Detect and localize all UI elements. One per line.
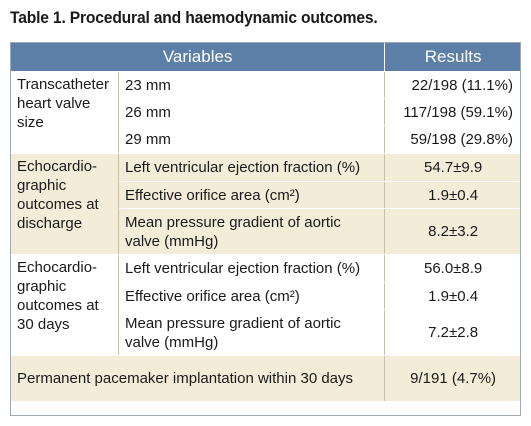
- result-cell: 7.2±2.8: [385, 310, 522, 356]
- variable-cell: 29 mm: [118, 126, 384, 154]
- table-row: [11, 356, 522, 402]
- result-cell: 117/198 (59.1%): [385, 99, 522, 126]
- result-cell: 22/198 (11.1%): [385, 72, 522, 99]
- header-variables: Variables: [11, 43, 385, 72]
- header-results: Results: [385, 43, 522, 72]
- variable-cell: Mean pressure gradient of aortic valve (mmHg): [118, 209, 384, 255]
- variable-cell: 23 mm: [118, 72, 384, 99]
- group-label-discharge: Echocardio-graphic outcomes at discharge: [11, 154, 119, 255]
- variable-cell: Effective orifice area (cm²): [118, 283, 384, 310]
- result-cell: 59/198 (29.8%): [385, 126, 522, 154]
- table-header-row: [11, 43, 522, 72]
- result-cell: 54.7±9.9: [385, 154, 522, 182]
- result-cell: 56.0±8.9: [385, 255, 522, 283]
- variable-cell: Effective orifice area (cm²): [118, 182, 384, 209]
- table-caption: Table 1. Procedural and haemodynamic outcomes.: [10, 8, 378, 27]
- result-cell-pacemaker: 9/191 (4.7%): [385, 356, 522, 402]
- variable-cell-pacemaker: Permanent pacemaker implantation within 30 days: [11, 356, 385, 402]
- result-cell: 1.9±0.4: [385, 283, 522, 310]
- variable-cell: Left ventricular ejection fraction (%): [118, 154, 384, 182]
- table-row: [11, 72, 522, 99]
- group-label-valve-size: Transcatheter heart valve size: [11, 72, 119, 154]
- outcomes-table: [10, 42, 522, 402]
- group-label-30-days: Echocardio-graphic outcomes at 30 days: [11, 255, 119, 356]
- result-cell: 8.2±3.2: [385, 209, 522, 255]
- table-row: [11, 154, 522, 182]
- variable-cell: Mean pressure gradient of aortic valve (mmHg): [118, 310, 384, 356]
- variable-cell: 26 mm: [118, 99, 384, 126]
- result-cell: 1.9±0.4: [385, 182, 522, 209]
- table-row: [11, 255, 522, 283]
- variable-cell: Left ventricular ejection fraction (%): [118, 255, 384, 283]
